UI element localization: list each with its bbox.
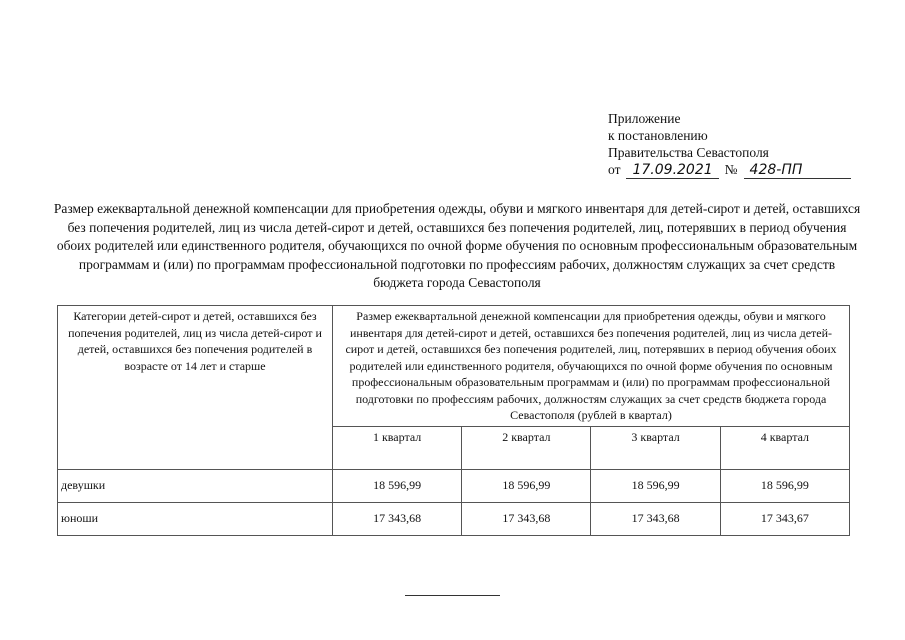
table-cell: 18 596,99 [591, 469, 720, 502]
appendix-line-2: к постановлению [608, 128, 708, 143]
document-title: Размер ежеквартальной денежной компенсации для приобретения одежды, обуви и мягкого инвентаря для детей-сирот и детей, оставшихся без попечения родителей, лиц из числа детей-сирот и детей, оставшихся без попечения родителей, лиц, потерявших в период обучения обоих родителей или единственного родителя, обучающихся по очной форме обучения по основным профессиональным образовательным программам и (или) по программам профессиональной подготовки по профессиям рабочих, должностям служащих за счет средств бюджета города Севастополя [53, 201, 861, 290]
footer-divider [405, 595, 500, 596]
resolution-reference [608, 161, 851, 179]
table-cell: 18 596,99 [720, 469, 849, 502]
category-header: Категории детей-сирот и детей, оставшихся без попечения родителей, лиц из числа детей-сирот и детей, оставшихся без попечения родителей в возрасте от 14 лет и старше [58, 306, 333, 470]
table-row [58, 502, 850, 535]
quarter-header-4: 4 квартал [720, 426, 849, 469]
number-label: № [724, 162, 738, 177]
compensation-size-header: Размер ежеквартальной денежной компенсации для приобретения одежды, обуви и мягкого инвентаря для детей-сирот и детей, оставшихся без попечения родителей, лиц из числа детей-сирот и детей, оставшихся без попечения родителей, лиц, потерявших в период обучения обоих родителей или единственного родителя, обучающихся по очной форме обучения по основным профессиональным образовательным программам и (или) по программам профессиональной подготовки по профессиям рабочих, должностям служащих за счет средств бюджета города Севастополя (рублей в квартал) [333, 306, 850, 427]
table-cell: 17 343,68 [462, 502, 591, 535]
quarter-header-3: 3 квартал [591, 426, 720, 469]
quarter-header-2: 2 квартал [462, 426, 591, 469]
table-cell: 18 596,99 [333, 469, 462, 502]
resolution-number: 428-ПП [744, 162, 851, 179]
appendix-line-3: Правительства Севастополя [608, 145, 769, 160]
from-label: от [608, 162, 621, 177]
quarter-header-1: 1 квартал [333, 426, 462, 469]
compensation-table [57, 305, 850, 536]
row-label-boys: юноши [58, 502, 333, 535]
table-cell: 17 343,68 [591, 502, 720, 535]
appendix-line-1: Приложение [608, 111, 681, 126]
table-cell: 17 343,68 [333, 502, 462, 535]
table-cell: 17 343,67 [720, 502, 849, 535]
header-row [58, 306, 850, 427]
resolution-date: 17.09.2021 [626, 162, 718, 179]
appendix-block [608, 110, 851, 179]
row-label-girls: девушки [58, 469, 333, 502]
table-cell: 18 596,99 [462, 469, 591, 502]
table-row [58, 469, 850, 502]
